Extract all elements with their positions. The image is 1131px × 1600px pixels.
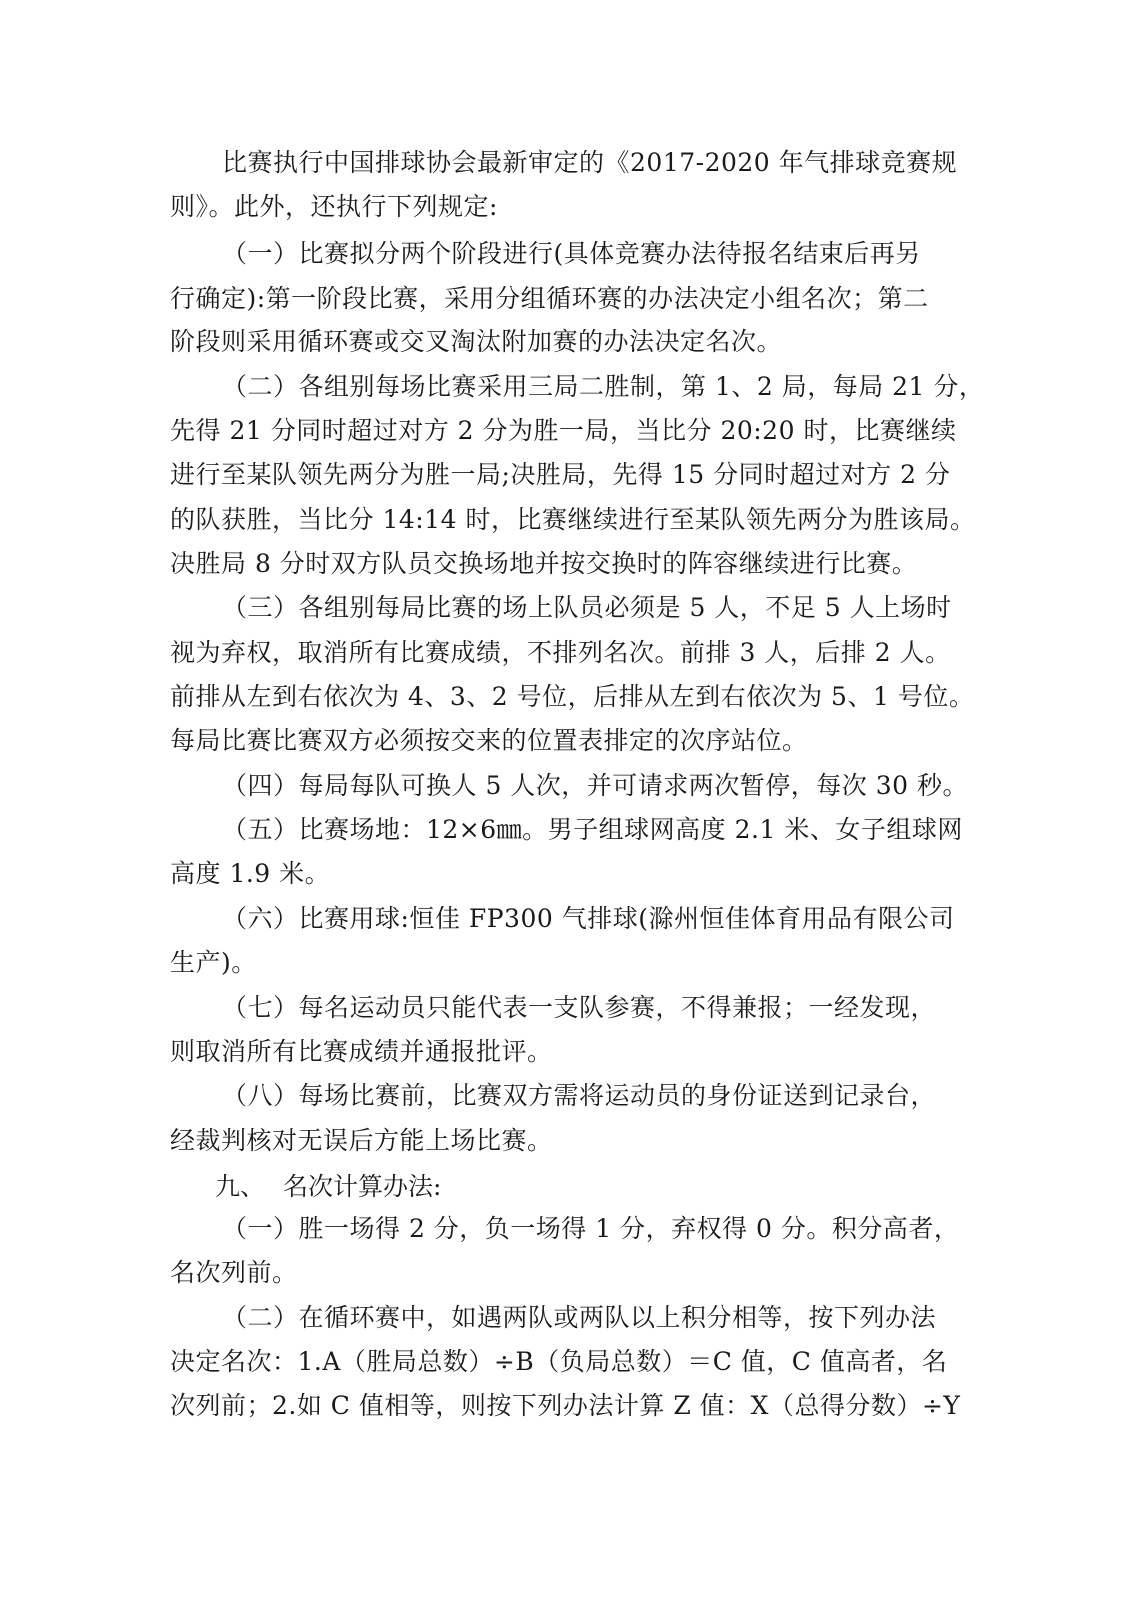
paragraph-line: 生产)。	[170, 948, 257, 977]
paragraph-line: 前排从左到右依次为 4、3、2 号位，后排从左到右依次为 5、1 号位。	[170, 682, 975, 711]
paragraph-line: 进行至某队领先两分为胜一局;决胜局，先得 15 分同时超过对方 2 分	[170, 460, 951, 489]
paragraph-line: 阶段则采用循环赛或交叉淘汰附加赛的办法决定名次。	[170, 327, 783, 356]
paragraph-line: 的队获胜，当比分 14:14 时，比赛继续进行至某队领先两分为胜该局。	[170, 505, 976, 534]
paragraph-line: 名次列前。	[170, 1258, 298, 1287]
paragraph-line: （三）各组别每局比赛的场上队员必须是 5 人，不足 5 人上场时	[222, 593, 952, 622]
paragraph-line: （七）每名运动员只能代表一支队参赛，不得兼报；一经发现，	[222, 993, 937, 1022]
paragraph-line: （一）胜一场得 2 分，负一场得 1 分，弃权得 0 分。积分高者，	[222, 1214, 960, 1243]
paragraph-line: 则》。此外，还执行下列规定:	[170, 192, 498, 221]
paragraph-line: 则取消所有比赛成绩并通报批评。	[170, 1037, 553, 1066]
paragraph-line: 比赛执行中国排球协会最新审定的《2017-2020 年气排球竞赛规	[222, 148, 958, 177]
paragraph-line: 先得 21 分同时超过对方 2 分为胜一局，当比分 20:20 时，比赛继续	[170, 416, 957, 445]
paragraph-line: 每局比赛比赛双方必须按交来的位置表排定的次序站位。	[170, 726, 808, 755]
paragraph-line: 视为弃权，取消所有比赛成绩，不排列名次。前排 3 人，后排 2 人。	[170, 638, 951, 667]
paragraph-line: 决定名次：1.A（胜局总数）÷B（负局总数）＝C 值，C 值高者，名	[170, 1347, 948, 1376]
paragraph-line: 经裁判核对无误后方能上场比赛。	[170, 1126, 553, 1155]
paragraph-line: （五）比赛场地：12×6㎜。男子组球网高度 2.1 米、女子组球网	[222, 815, 963, 844]
paragraph-line: （四）每局每队可换人 5 人次，并可请求两次暂停，每次 30 秒。	[222, 771, 969, 800]
section-title: 名次计算办法:	[283, 1172, 442, 1201]
paragraph-line: （二）在循环赛中，如遇两队或两队以上积分相等，按下列办法	[222, 1303, 937, 1332]
section-number: 九、	[215, 1172, 266, 1201]
paragraph-line: （二）各组别每场比赛采用三局二胜制，第 1、2 局，每局 21 分，	[222, 372, 985, 401]
paragraph-line: （六）比赛用球:恒佳 FP300 气排球(滁州恒佳体育用品有限公司	[222, 904, 955, 933]
paragraph-line: （一）比赛拟分两个阶段进行(具体竞赛办法待报名结束后再另	[222, 239, 921, 268]
paragraph-line: 决胜局 8 分时双方队员交换场地并按交换时的阵容继续进行比赛。	[170, 549, 918, 578]
paragraph-line: 次列前；2.如 C 值相等，则按下列办法计算 Z 值：X（总得分数）÷Y	[170, 1391, 961, 1420]
paragraph-line: 高度 1.9 米。	[170, 859, 331, 888]
paragraph-line: （八）每场比赛前，比赛双方需将运动员的身份证送到记录台，	[222, 1081, 937, 1110]
paragraph-line: 行确定):第一阶段比赛，采用分组循环赛的办法决定小组名次；第二	[170, 284, 929, 313]
